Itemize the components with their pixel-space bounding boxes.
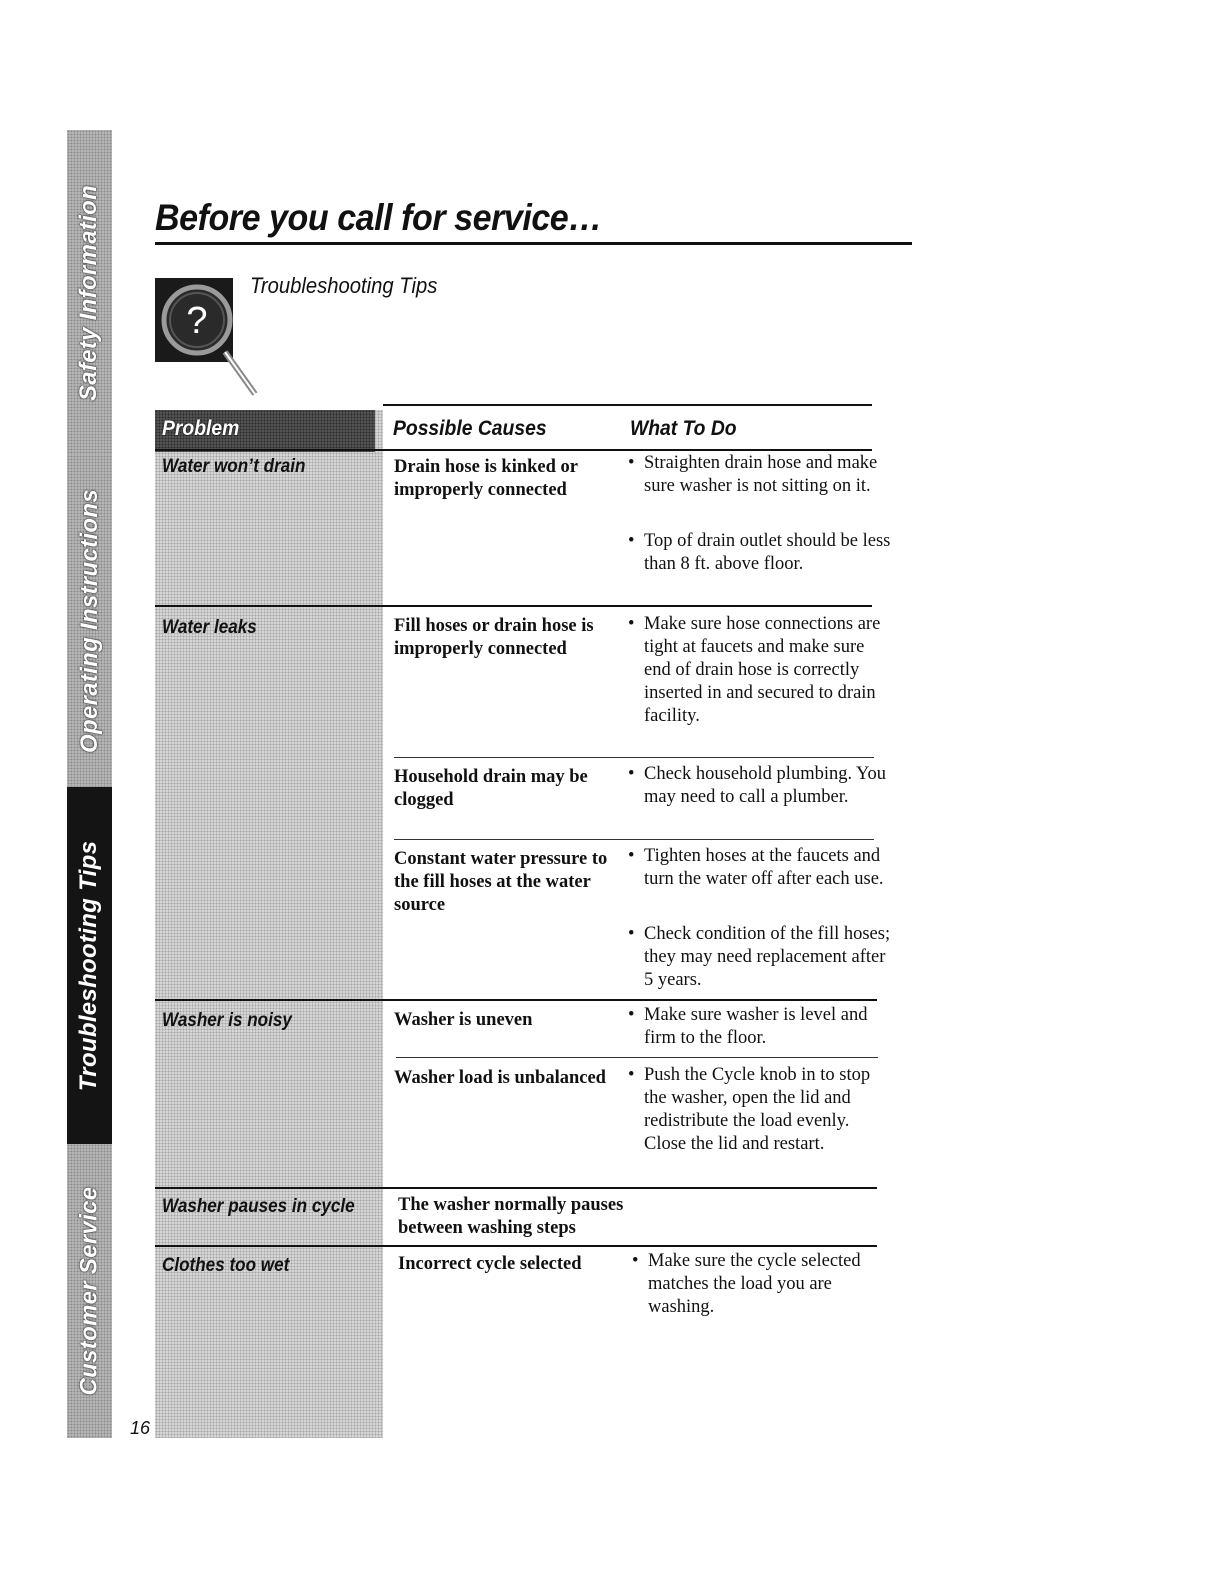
header-top-rule: [383, 404, 872, 406]
row-divider: [155, 605, 872, 607]
problem-clothes-too-wet: Clothes too wet: [162, 1255, 290, 1276]
tab-troubleshooting-tips[interactable]: Troubleshooting Tips: [67, 787, 112, 1144]
action-drain-outlet-height: • Top of drain outlet should be less than 8 ft. above floor.: [628, 530, 894, 576]
cause-normal-pauses: The washer normally pauses between washing steps: [398, 1195, 624, 1238]
problem-washer-noisy: Washer is noisy: [162, 1010, 292, 1031]
action-straighten-drain-hose: • Straighten drain hose and make sure washer is not sitting on it.: [628, 452, 894, 498]
cause-constant-water-pressure: Constant water pressure to the fill hoses at the water source: [394, 849, 608, 915]
section-subtitle: Troubleshooting Tips: [250, 273, 438, 298]
cause-divider: [394, 839, 874, 840]
cause-washer-uneven: Washer is uneven: [394, 1010, 533, 1030]
header-what-to-do: What To Do: [630, 417, 737, 440]
cause-divider: [396, 1057, 878, 1058]
cause-incorrect-cycle: Incorrect cycle selected: [398, 1254, 582, 1274]
row-divider: [155, 1187, 877, 1189]
cause-household-drain-clogged: Household drain may be clogged: [394, 767, 588, 810]
action-redistribute-load: • Push the Cycle knob in to stop the washer, open the lid and redistribute the load evenly. Close the lid and restart.: [628, 1064, 894, 1156]
tab-operating-instructions[interactable]: Operating Instructions: [67, 455, 112, 787]
page-title: Before you call for service…: [155, 197, 602, 238]
tab-customer-service[interactable]: Customer Service: [67, 1144, 112, 1438]
problem-water-wont-drain: Water won’t drain: [162, 456, 306, 477]
action-tighten-hoses: • Tighten hoses at the faucets and turn the water off after each use.: [628, 845, 894, 891]
problem-column-background: [155, 410, 383, 1438]
action-level-washer: • Make sure washer is level and firm to the floor.: [628, 1004, 894, 1050]
title-divider: [155, 242, 912, 245]
page-number: 16: [130, 1418, 151, 1438]
action-check-fill-hoses: • Check condition of the fill hoses; they may need replacement after 5 years.: [628, 923, 894, 992]
section-tabs: [67, 130, 112, 1438]
header-problem: Problem: [162, 417, 240, 440]
row-divider: [155, 1245, 877, 1247]
row-divider: [155, 999, 877, 1001]
question-magnifier-icon: [155, 278, 265, 398]
cause-divider: [394, 757, 874, 758]
problem-water-leaks: Water leaks: [162, 617, 257, 638]
svg-text:?: ?: [186, 300, 208, 342]
header-possible-causes: Possible Causes: [393, 417, 547, 440]
action-check-household-plumbing: • Check household plumbing. You may need to call a plumber.: [628, 763, 894, 809]
cause-load-unbalanced: Washer load is unbalanced: [394, 1068, 606, 1088]
cause-drain-hose-kinked: Drain hose is kinked or improperly connected: [394, 457, 578, 500]
action-select-correct-cycle: • Make sure the cycle selected matches the load you are washing.: [632, 1250, 898, 1319]
cause-hoses-improperly-connected: Fill hoses or drain hose is improperly connected: [394, 616, 594, 659]
problem-washer-pauses: Washer pauses in cycle: [162, 1196, 355, 1217]
header-bottom-rule: [155, 449, 872, 451]
action-check-hose-connections: • Make sure hose connections are tight at faucets and make sure end of drain hose is correctly inserted in and secured to drain facility.: [628, 613, 894, 728]
tab-safety-information[interactable]: Safety Information: [67, 130, 112, 455]
